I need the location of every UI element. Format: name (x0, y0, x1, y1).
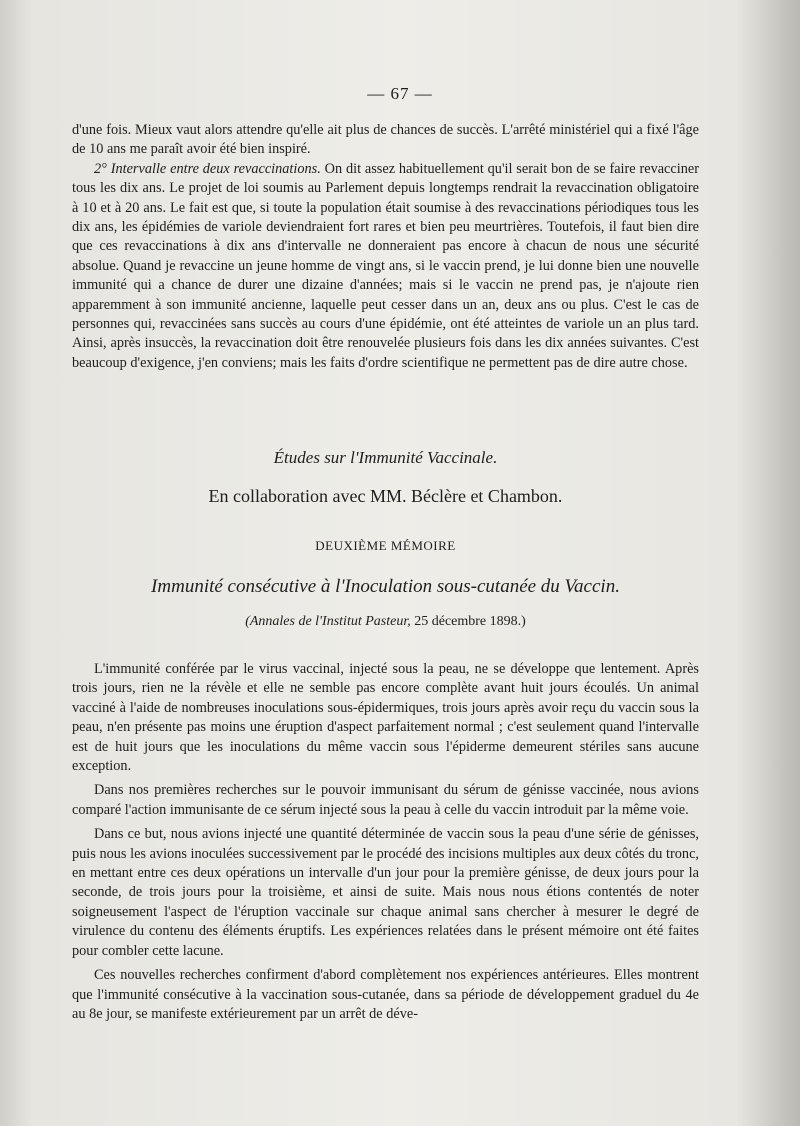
subsection-heading: 2° Intervalle entre deux revaccinations. (94, 160, 321, 177)
page-number: — 67 — (367, 84, 433, 103)
paragraph-bottom-1: L'immunité conférée par le virus vaccinal, injecté sous la peau, ne se développe que lentement. Après trois jours, rien ne la révèle et elle ne semble pas encore complète avant huit jours écoulés. Un animal vacciné à l'aide de nombreuses inoculations sous-épidermiques, trois jours après avoir reçu du vaccin sous la peau, n'en présente pas moins une éruption d'aspect parfaitement normal ; c'est seulement quand l'intervalle est de huit jours que les inoculations du même vaccin sous l'épiderme demeurent stériles sans aucune exception. (72, 661, 699, 775)
paragraph-top-2 (72, 160, 699, 373)
top-text-block (72, 121, 699, 373)
paragraph-top-1: d'une fois. Mieux vaut alors attendre qu'elle ait plus de chances de succès. L'arrêté ministériel qui a fixé l'âge de 10 ans me paraît avoir été bien inspiré. (72, 122, 699, 158)
section-title: Études sur l'Immunité Vaccinale. (273, 448, 498, 467)
paragraph-top-2-text: On dit assez habituellement qu'il serait bon de se faire revacciner tous les dix ans. Le projet de loi soumis au Parlement depuis longtemps rendrait la revaccination obligatoire à 10 et à 20 ans. Le fait est que, si toute la population était soumise à des revaccinations périodiques tous les dix ans, les épidémies de variole deviendraient fort rares et bien peu meurtrières. Toutefois, il faut bien dire que ces revaccinations à dix ans d'intervalle ne donneraient pas encore à chacun de nous une sécurité absolue. Quand je revaccine un jeune homme de vingt ans, si le vaccin prend, je lui donne bien une nouvelle immunité qui a chance de durer une dizaine d'années; mais si le vaccin ne prend pas, je n'ajoute rien apparemment à son immunité ancienne, laquelle peut cesser dans un an, deux ans ou plus. C'est le cas de personnes qui, revaccinées sans succès au cours d'une épidémie, ont été atteintes de variole un an plus tard. Ainsi, après insuccès, la revaccination doit être renouvelée plusieurs fois dans les dix années suivantes. C'est beaucoup d'exigence, j'en conviens; mais les faits d'ordre scientifique ne permettent pas de dire autre chose. (72, 160, 699, 371)
memoire-label: DEUXIÈME MÉMOIRE (315, 538, 456, 553)
publication-reference (72, 614, 699, 630)
paragraph-bottom-3: Dans ce but, nous avions injecté une quantité déterminée de vaccin sous la peau d'une série de génisses, puis nous les avions inoculées successivement par le procédé des incisions multiples aux deux côtés du tronc, en mettant entre ces deux opérations un intervalle d'un jour pour la première génisse, de deux jours pour la seconde, de trois jours pour la troisième, et ainsi de suite. Mais nous nous étions contentés de noter soigneusement l'aspect de l'éruption vaccinale sur chaque animal sans chercher à mesurer le degré de virulence du contenu des éléments éruptifs. Les expériences relatées dans le présent mémoire ont été faites pour combler cette lacune. (72, 826, 699, 959)
memoire-title: Immunité consécutive à l'Inoculation sous-cutanée du Vaccin. (151, 576, 620, 597)
collaboration-line: En collaboration avec MM. Béclère et Chambon. (208, 486, 563, 506)
publication-date: 25 décembre 1898.) (410, 614, 526, 629)
paragraph-bottom-2: Dans nos premières recherches sur le pouvoir immunisant du sérum de génisse vaccinée, nous avions comparé l'action immunisante de ce sérum injecté sous la peau à celle du vaccin introduit par la même voie. (72, 782, 699, 818)
journal-name: (Annales de l'Institut Pasteur, (245, 614, 411, 629)
paragraph-bottom-4: Ces nouvelles recherches confirment d'abord complètement nos expériences antérieures. Elles montrent que l'immunité consécutive à la vaccination sous-cutanée, dans sa période de développement graduel du 4e au 8e jour, se manifeste extérieurement par un arrêt de déve- (72, 967, 699, 1022)
bottom-text-block (72, 660, 699, 1024)
